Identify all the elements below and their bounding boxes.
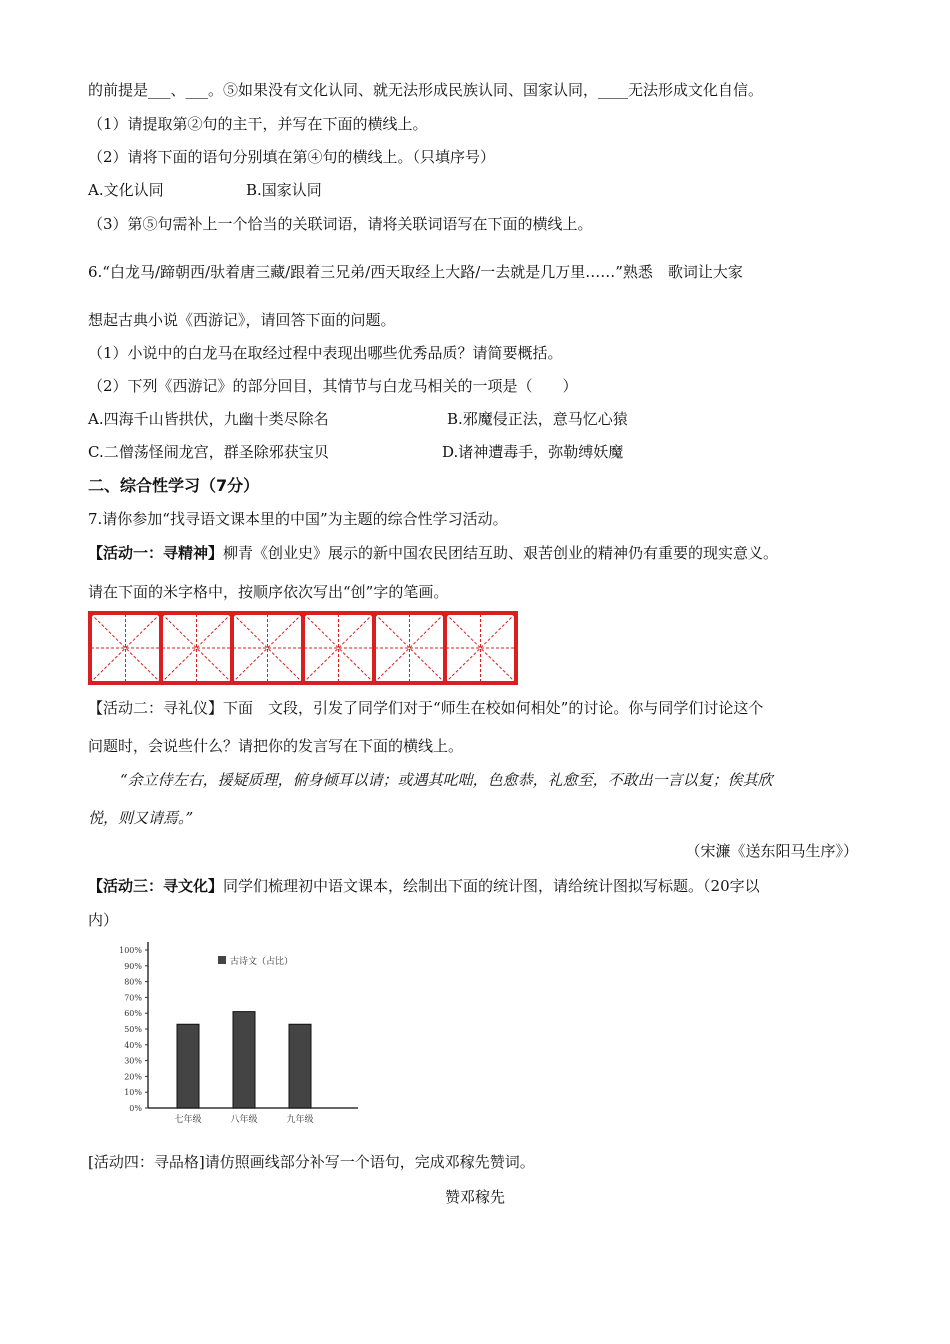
grid-cell[interactable] — [446, 614, 515, 682]
text-line: （2）请将下面的语句分别填在第④句的横线上。（只填序号） — [88, 148, 496, 166]
y-tick-label: 50% — [124, 1025, 142, 1034]
question-7: 7.请你参加“找寻语文课本里的中国”为主题的综合性学习活动。 — [88, 510, 508, 528]
option: B.国家认同 — [246, 181, 322, 199]
y-tick-label: 40% — [124, 1040, 142, 1050]
grid-cell[interactable] — [304, 614, 373, 682]
text-line: （1）小说中的白龙马在取经过程中表现出哪些优秀品质？请简要概括。 — [88, 344, 563, 362]
legend-label: 古诗文（占比） — [230, 957, 294, 967]
x-tick-label: 八年级 — [230, 1115, 258, 1125]
y-tick-label: 0% — [129, 1104, 142, 1113]
activity-tag: 【活动一：寻精神】 — [88, 544, 224, 562]
section-heading: 二、综合性学习（7分） — [88, 476, 260, 495]
y-tick-label: 20% — [124, 1072, 142, 1082]
option: A.文化认同 — [88, 181, 164, 199]
y-tick-label: 70% — [124, 993, 142, 1003]
bar — [289, 1024, 311, 1108]
option-c: C.二僧荡怪闹龙宫，群圣除邪获宝贝 — [88, 443, 329, 461]
option-a: A.四海千山皆拱伏，九幽十类尽除名 — [88, 410, 329, 428]
text-line: 想起古典小说《西游记》，请回答下面的问题。 — [88, 311, 396, 329]
y-tick-label: 60% — [124, 1009, 142, 1019]
grid-cell[interactable] — [162, 614, 231, 682]
text-line: （2）下列《西游记》的部分回目，其情节与白龙马相关的一项是（ ） — [88, 377, 578, 395]
text-line: 请在下面的米字格中，按顺序依次写出“创”字的笔画。 — [88, 583, 449, 601]
option-b: B.邪魔侵正法，意马忆心猿 — [447, 410, 628, 428]
text-line: （3）第⑤句需补上一个恰当的关联词语，请将关联词语写在下面的横线上。 — [88, 215, 593, 233]
mi-zi-grid — [88, 611, 518, 685]
quote-text: 悦，则又请焉。” — [88, 809, 194, 827]
quote-text: “余立侍左右，援疑质理，俯身倾耳以请；或遇其叱咄，色愈恭，礼愈至，不敢出一言以复；俟其欣 — [120, 771, 773, 789]
activity-1 — [88, 543, 778, 563]
activity-4: [活动四：寻品格]请仿照画线部分补写一个语句，完成邓稼先赞词。 — [88, 1153, 535, 1171]
y-tick-label: 90% — [124, 961, 142, 971]
y-tick-label: 100% — [119, 946, 142, 955]
y-tick-label: 80% — [124, 977, 142, 987]
text-line: 内） — [88, 911, 119, 929]
activity-2: 【活动二：寻礼仪】下面 文段，引发了同学们对于“师生在校如何相处”的讨论。你与同学们讨论这个 — [88, 699, 764, 717]
x-tick-label: 七年级 — [174, 1115, 202, 1125]
activity-tag: 【活动三：寻文化】 — [88, 877, 224, 895]
poem-title: 赞邓稼先 — [444, 1188, 505, 1206]
bar — [177, 1024, 199, 1108]
activity-3 — [88, 876, 760, 896]
question-6: 6.“白龙马/蹄朝西/驮着唐三藏/跟着三兄弟/西天取经上大路/一去就是几万里……”熟悉 歌词让大家 — [88, 263, 743, 281]
activity-text: 同学们梳理初中语文课本，绘制出下面的统计图，请给统计图拟写标题。（20字以 — [223, 877, 760, 895]
y-tick-label: 30% — [124, 1056, 142, 1066]
grid-cell[interactable] — [91, 614, 160, 682]
quote-source: （宋濂《送东阳马生序》） — [685, 842, 858, 860]
grid-cell[interactable] — [375, 614, 444, 682]
bar — [233, 1012, 255, 1108]
text-line: 问题时，会说些什么？请把你的发言写在下面的横线上。 — [88, 737, 464, 755]
bar-chart — [88, 936, 368, 1126]
activity-text: 柳青《创业史》展示的新中国农民团结互助、艰苦创业的精神仍有重要的现实意义。 — [223, 544, 779, 562]
x-tick-label: 九年级 — [286, 1115, 314, 1125]
text-line: （1）请提取第②句的主干，并写在下面的横线上。 — [88, 115, 428, 133]
grid-cell[interactable] — [233, 614, 302, 682]
mi-zi-grid-cells — [90, 613, 516, 683]
legend-swatch — [218, 956, 226, 964]
text-line: 的前提是___、___。⑤如果没有文化认同、就无法形成民族认同、国家认同，____无法形成文化自信。 — [88, 81, 764, 99]
y-tick-label: 10% — [124, 1088, 142, 1098]
option-d: D.诸神遭毒手，弥勒缚妖魔 — [442, 443, 624, 461]
